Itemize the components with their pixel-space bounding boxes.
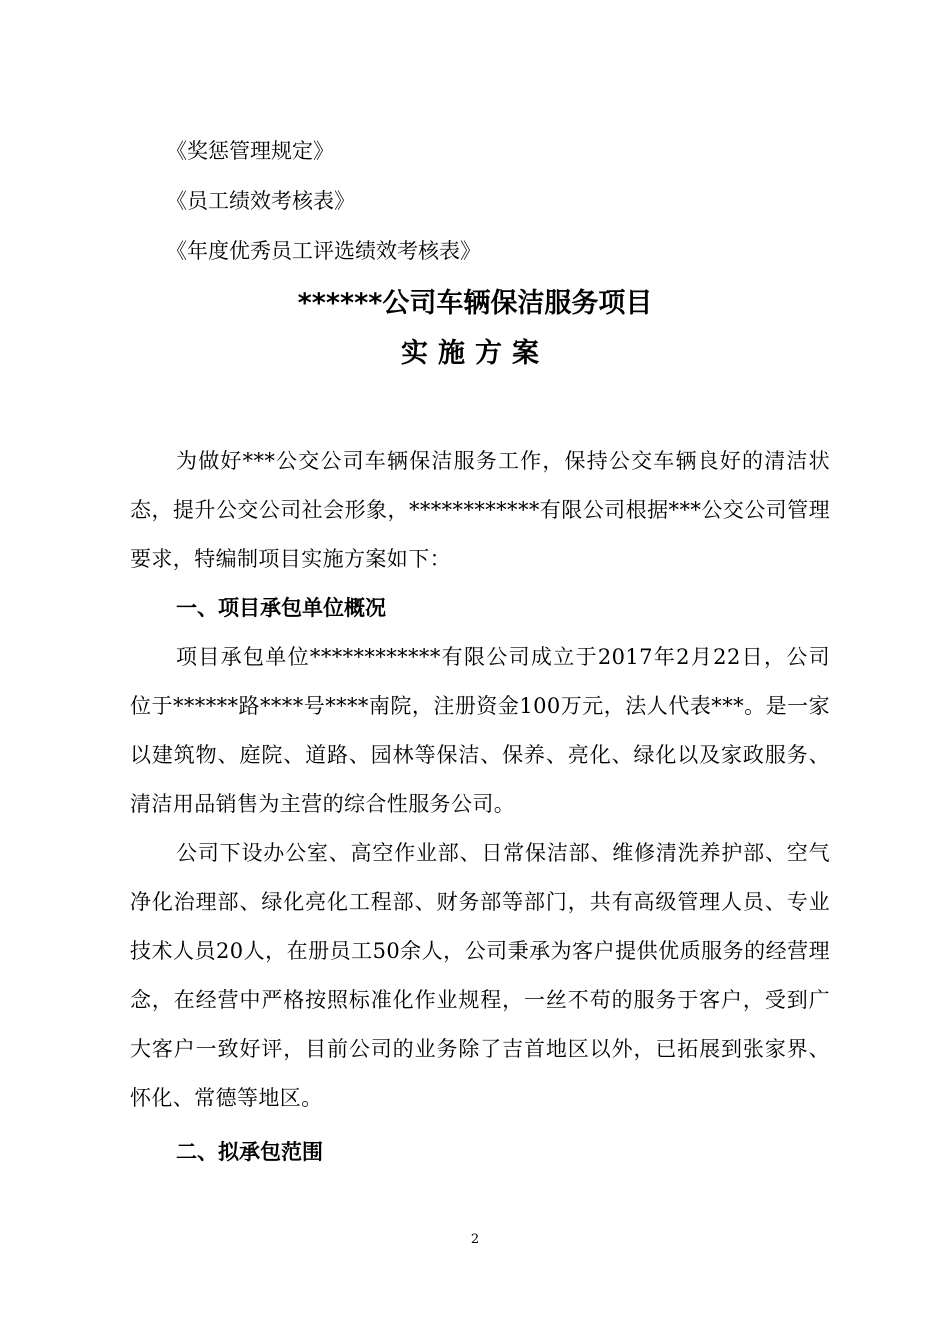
section-heading-2: 二、拟承包范围 — [176, 1140, 323, 1164]
document-title: ******公司车辆保洁服务项目 — [297, 288, 653, 319]
reference-item: 《年度优秀员工评选绩效考核表》 — [166, 239, 481, 263]
section-heading-1: 一、项目承包单位概况 — [176, 596, 386, 620]
company-structure-paragraph: 公司下设办公室、高空作业部、日常保洁部、维修清洗养护部、空气净化治理部、绿化亮化工程部、财务部等部门，共有高级管理人员、专业技术人员20人，在册员工50余人，公司秉承为客户提供优质服务的经营理念，在经营中严格按照标准化作业规程，一丝不苟的服务于客户，受到广大客户一致好评，目前公司的业务除了吉首地区以外，已拓展到张家界、怀化、常德等地区。 — [130, 841, 830, 1110]
company-overview-paragraph: 项目承包单位************有限公司成立于2017年2月22日，公司位于******路****号****南院，注册资金100万元，法人代表***。是一家以建筑物、庭院、道路、园林等保洁、保养、亮化、绿化以及家政服务、清洁用品销售为主营的综合性服务公司。 — [130, 645, 830, 816]
intro-paragraph: 为做好***公交公司车辆保洁服务工作，保持公交车辆良好的清洁状态，提升公交公司社会形象，************有限公司根据***公交公司管理要求，特编制项目实施方案如下： — [130, 449, 830, 571]
reference-item: 《奖惩管理规定》 — [166, 139, 334, 163]
page-number: 2 — [470, 1232, 480, 1247]
reference-item: 《员工绩效考核表》 — [166, 189, 355, 213]
document-subtitle: 实施方案 — [401, 338, 549, 369]
